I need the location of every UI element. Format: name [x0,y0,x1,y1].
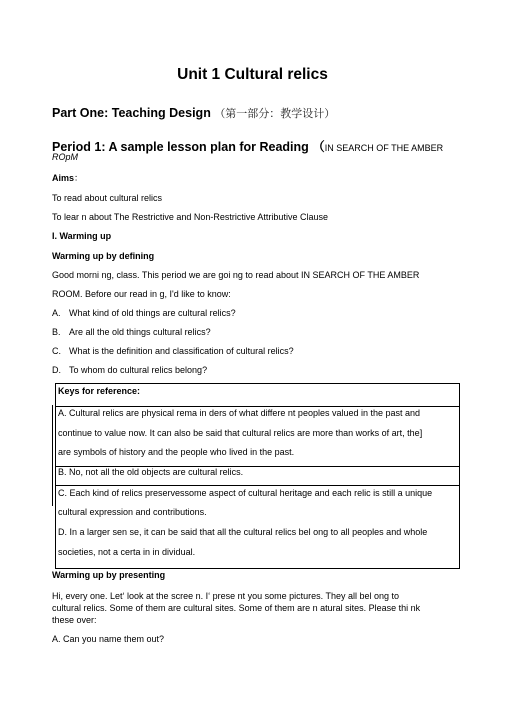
intro-line: Good morni ng, class. This period we are goi ng to read about IN SEARCH OF THE AMBER [52,270,420,280]
intro-line: ROOM. Before our read in g, I'd like to know: [52,289,231,299]
part-one-heading [52,105,335,121]
section-warming-up: I. Warming up [52,231,112,241]
question-item [52,308,236,318]
period-heading [52,137,443,155]
key-line: B. No, not all the old objects are cultural relics. [58,467,244,477]
question-letter: D. [52,365,61,375]
present-line: these over: [52,615,97,625]
period-label: Period 1: A sample lesson plan for Reading [52,140,309,154]
aims-heading [52,171,83,184]
question-text: What kind of old things are cultural relics? [69,308,236,318]
aims-colon: ： [74,173,84,183]
question-letter: B. [52,327,61,337]
part-one-chinese: （第一部分：教学设计） [214,107,336,120]
key-line: societies, not a certa in in dividual. [58,547,196,557]
key-line: A. Cultural relics are physical rema in ders of what differe nt peoples valued in the past and [58,408,421,418]
key-line: continue to value now. It can also be said that cultural relics are more than works of art, the] [58,428,423,438]
period-paren: （ [312,140,325,154]
question-letter: A. [52,308,61,318]
period-subtitle-cont: ROpM [52,152,79,162]
part-one-label: Part One: Teaching Design [52,106,211,120]
aim-item: To read about cultural relics [52,193,163,203]
question-letter: C. [52,346,61,356]
key-line: cultural expression and contributions. [58,507,207,517]
question-text: Are all the old things cultural relics? [69,327,211,337]
question-item: A. Can you name them out? [52,634,165,644]
key-line: D. In a larger sen se, it can be said that all the cultural relics bel ong to all peoples and whole [58,527,428,537]
keys-label: Keys for reference: [58,386,141,396]
period-subtitle: IN SEARCH OF THE AMBER [324,143,444,153]
question-item [52,327,211,337]
key-line: are symbols of history and the people who lived in the past. [58,447,295,457]
page-title: Unit 1 Cultural relics [177,66,328,83]
present-line: Hi, every one. Let‘ look at the scree n. I‘ prese nt you some pictures. They all bel ong to [52,591,400,601]
key-line: C. Each kind of relics preservessome aspect of cultural heritage and each relic is still a unique [58,488,433,498]
aims-label: Aims [52,173,75,183]
subsection-defining: Warming up by defining [52,251,155,261]
question-text: What is the definition and classification of cultural relics? [69,346,294,356]
subsection-presenting: Warming up by presenting [52,570,166,580]
table-divider [56,485,459,486]
table-divider [56,406,459,407]
aim-item: To lear n about The Restrictive and Non-Restrictive Attributive Clause [52,212,328,222]
present-line: cultural relics. Some of them are cultural sites. Some of them are n atural sites. Please thi nk [52,603,421,613]
table-left-border [52,405,57,506]
question-item [52,365,207,375]
question-text: To whom do cultural relics belong? [69,365,208,375]
question-item [52,346,294,356]
